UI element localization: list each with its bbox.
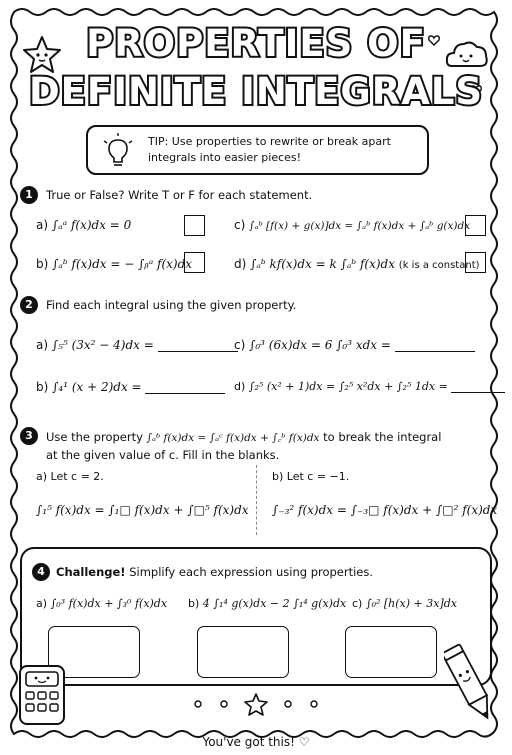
q4-item-c: c) ∫₀² [h(x) + 3x]dx bbox=[352, 597, 458, 610]
q1-item-a: a) ∫ₐᵃ f(x)dx = 0 bbox=[36, 218, 132, 232]
q3-left-expr: ∫₁⁵ f(x)dx = ∫₁□ f(x)dx + ∫□⁵ f(x)dx bbox=[36, 503, 249, 517]
answer-blank[interactable] bbox=[451, 392, 505, 393]
footer-text: You've got this! bbox=[202, 735, 295, 749]
q2-item-d: d) ∫₂⁵ (x² + 1)dx = ∫₂⁵ x²dx + ∫₂⁵ 1dx = bbox=[234, 380, 505, 393]
pencil-mascot-icon bbox=[444, 640, 496, 730]
lightbulb-icon bbox=[100, 131, 136, 169]
answer-box[interactable] bbox=[184, 215, 205, 236]
q2-item-c: c) ∫₀³ (6x)dx = 6 ∫₀³ xdx = bbox=[234, 338, 475, 352]
q4-item-a: a) ∫₀³ f(x)dx + ∫₃⁰ f(x)dx bbox=[36, 597, 168, 610]
answer-box[interactable] bbox=[465, 215, 486, 236]
heart-icon: ♡ bbox=[298, 735, 310, 749]
question-prompt: Use the property ∫ₐᵇ f(x)dx = ∫ₐᶜ f(x)dx + ∫꜀ᵇ f(x)dx to break the integral at the given value of c. Fill in the blanks. bbox=[46, 430, 442, 462]
answer-box[interactable] bbox=[197, 626, 289, 678]
footer bbox=[0, 735, 512, 749]
q3-left-label: a) Let c = 2. bbox=[36, 470, 104, 483]
column-divider bbox=[256, 465, 257, 535]
answer-box[interactable] bbox=[184, 252, 205, 273]
q3-right-expr: ∫₋₃² f(x)dx = ∫₋₃□ f(x)dx + ∫□² f(x)dx bbox=[272, 503, 498, 517]
star-divider bbox=[190, 692, 322, 716]
question-prompt: True or False? Write T or F for each statement. bbox=[46, 188, 313, 202]
challenge-section bbox=[20, 547, 492, 686]
q3-right-label: b) Let c = −1. bbox=[272, 470, 350, 483]
q1-item-d: d) ∫ₐᵇ kf(x)dx = k ∫ₐᵇ f(x)dx (k is a constant) bbox=[234, 257, 480, 271]
q4-item-b: b) 4 ∫₁⁴ g(x)dx − 2 ∫₁⁴ g(x)dx bbox=[188, 597, 347, 610]
answer-blank[interactable] bbox=[145, 393, 225, 394]
question-prompt: Challenge! Simplify each expression using properties. bbox=[56, 565, 374, 579]
tip-box bbox=[86, 125, 429, 175]
question-prompt: Find each integral using the given property. bbox=[46, 298, 297, 312]
q2-item-b: b) ∫₄¹ (x + 2)dx = bbox=[36, 380, 225, 394]
question-number: 1 bbox=[20, 186, 38, 204]
answer-blank[interactable] bbox=[158, 351, 238, 352]
page-title-line1: PROPERTIES OF bbox=[86, 22, 426, 65]
q2-item-a: a) ∫₅⁵ (3x² − 4)dx = bbox=[36, 338, 238, 352]
q1-item-c: c) ∫ₐᵇ [f(x) + g(x)]dx = ∫ₐᵇ f(x)dx + ∫ₐᵇ g(x)dx bbox=[234, 218, 471, 232]
question-number: 4 bbox=[32, 563, 50, 581]
answer-box[interactable] bbox=[465, 252, 486, 273]
question-number: 2 bbox=[20, 296, 38, 314]
answer-box[interactable] bbox=[345, 626, 437, 678]
page-title-line2: DEFINITE INTEGRALS bbox=[28, 70, 484, 113]
question-number: 3 bbox=[20, 427, 38, 445]
tip-text: TIP: Use properties to rewrite or break apart integrals into easier pieces! bbox=[148, 135, 391, 164]
answer-blank[interactable] bbox=[395, 351, 475, 352]
q1-item-b: b) ∫ₐᵇ f(x)dx = − ∫ᵦᵃ f(x)dx bbox=[36, 257, 193, 271]
calculator-mascot-icon bbox=[16, 662, 68, 728]
